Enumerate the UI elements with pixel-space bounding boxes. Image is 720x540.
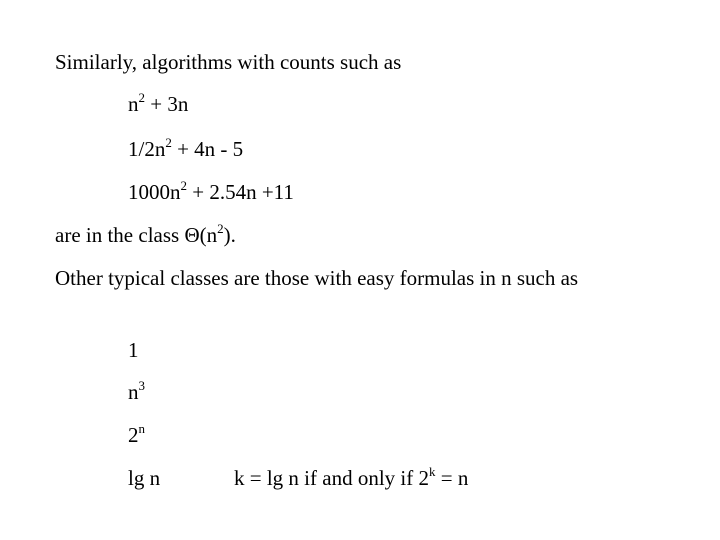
- other-classes-text: Other typical classes are those with easy formulas in n such as: [55, 266, 579, 290]
- class-constant: 1: [128, 338, 139, 362]
- example-2: $1/2n^2 + 4n - 5$: [128, 135, 244, 161]
- example-3: $1000n^2 + 2.54n +11$: [128, 178, 294, 204]
- conclusion-text: are in the class $\Theta(n^2)$.: [55, 221, 236, 247]
- class-log: lg n: [128, 466, 161, 490]
- log-definition: k = lg n if and only if $2^k = n$: [234, 464, 469, 490]
- class-exponential: 2$^n$: [128, 421, 145, 447]
- theta-symbol: Θ: [184, 223, 200, 247]
- intro-text: Similarly, algorithms with counts such as: [55, 50, 402, 74]
- example-1: $n^2 + 3n$: [128, 90, 189, 116]
- class-cubic: $n^3$: [128, 378, 145, 404]
